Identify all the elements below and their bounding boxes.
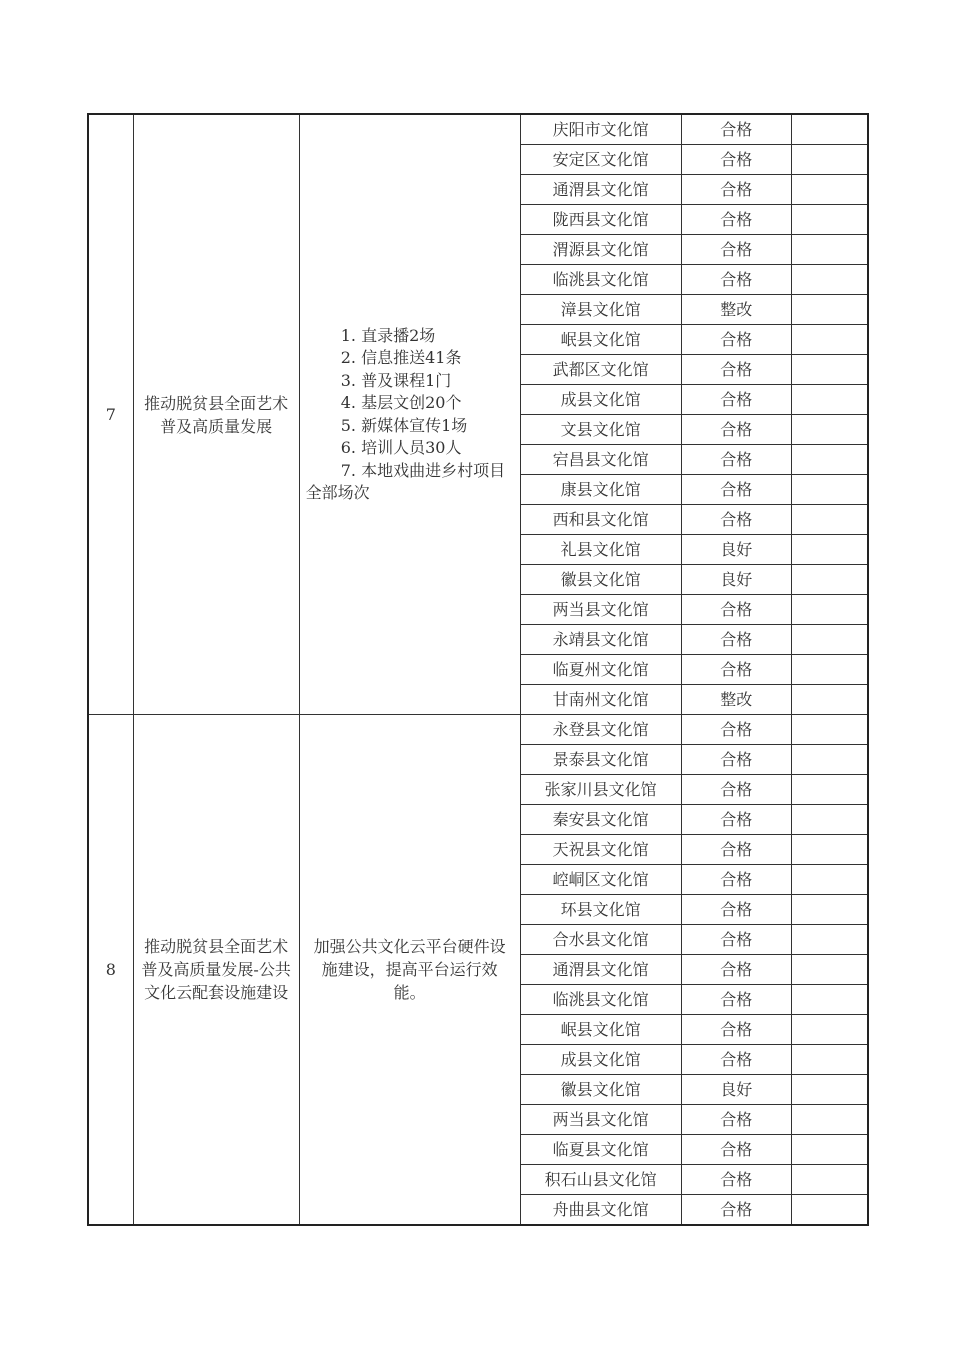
remarks-cell [792, 325, 868, 355]
remarks-cell [792, 685, 868, 715]
item-goal: 推动脱贫县全面艺术普及高质量发展 [133, 114, 299, 715]
unit-name: 临夏县文化馆 [520, 1135, 681, 1165]
remarks-cell [792, 114, 868, 145]
evaluation-result: 合格 [681, 595, 792, 625]
unit-name: 徽县文化馆 [520, 565, 681, 595]
remarks-cell [792, 1135, 868, 1165]
evaluation-table [87, 113, 869, 1226]
remarks-cell [792, 265, 868, 295]
unit-name: 舟曲县文化馆 [520, 1195, 681, 1226]
unit-name: 陇西县文化馆 [520, 205, 681, 235]
unit-name: 积石山县文化馆 [520, 1165, 681, 1195]
unit-name: 张家川县文化馆 [520, 775, 681, 805]
unit-name: 成县文化馆 [520, 1045, 681, 1075]
remarks-cell [792, 1195, 868, 1226]
task-line: 2. 信息推送41条 [340, 348, 462, 367]
item-task: 加强公共文化云平台硬件设施建设，提高平台运行效能。 [299, 715, 520, 1226]
remarks-cell [792, 235, 868, 265]
evaluation-result: 合格 [681, 175, 792, 205]
evaluation-result: 合格 [681, 385, 792, 415]
remarks-cell [792, 715, 868, 745]
evaluation-result: 合格 [681, 1105, 792, 1135]
remarks-cell [792, 895, 868, 925]
evaluation-result: 合格 [681, 805, 792, 835]
unit-name: 岷县文化馆 [520, 1015, 681, 1045]
task-line: 1. 直录播2场 [340, 325, 436, 345]
evaluation-result: 合格 [681, 835, 792, 865]
unit-name: 永登县文化馆 [520, 715, 681, 745]
remarks-cell [792, 445, 868, 475]
unit-name: 天祝县文化馆 [520, 835, 681, 865]
unit-name: 文县文化馆 [520, 415, 681, 445]
remarks-cell [792, 385, 868, 415]
unit-name: 武都区文化馆 [520, 355, 681, 385]
evaluation-result: 合格 [681, 1015, 792, 1045]
unit-name: 两当县文化馆 [520, 1105, 681, 1135]
evaluation-result: 合格 [681, 925, 792, 955]
unit-name: 成县文化馆 [520, 385, 681, 415]
unit-name: 临洮县文化馆 [520, 265, 681, 295]
remarks-cell [792, 775, 868, 805]
remarks-cell [792, 565, 868, 595]
evaluation-result: 整改 [681, 295, 792, 325]
evaluation-result: 良好 [681, 535, 792, 565]
unit-name: 渭源县文化馆 [520, 235, 681, 265]
task-line: 5. 新媒体宣传1场 [340, 415, 468, 435]
unit-name: 甘南州文化馆 [520, 685, 681, 715]
unit-name: 永靖县文化馆 [520, 625, 681, 655]
remarks-cell [792, 175, 868, 205]
evaluation-result: 合格 [681, 205, 792, 235]
unit-name: 西和县文化馆 [520, 505, 681, 535]
evaluation-result: 合格 [681, 235, 792, 265]
item-goal: 推动脱贫县全面艺术普及高质量发展-公共文化云配套设施建设 [133, 715, 299, 1226]
remarks-cell [792, 415, 868, 445]
evaluation-result: 合格 [681, 1165, 792, 1195]
remarks-cell [792, 835, 868, 865]
remarks-cell [792, 205, 868, 235]
evaluation-result: 合格 [681, 475, 792, 505]
evaluation-result: 合格 [681, 445, 792, 475]
unit-name: 庆阳市文化馆 [520, 114, 681, 145]
unit-name: 临洮县文化馆 [520, 985, 681, 1015]
evaluation-result: 合格 [681, 1045, 792, 1075]
evaluation-result: 合格 [681, 1195, 792, 1226]
remarks-cell [792, 535, 868, 565]
remarks-cell [792, 655, 868, 685]
unit-name: 通渭县文化馆 [520, 955, 681, 985]
evaluation-result: 合格 [681, 625, 792, 655]
task-line: 6. 培训人员30人 [340, 438, 462, 457]
item-number: 8 [88, 715, 133, 1226]
evaluation-result: 合格 [681, 325, 792, 355]
remarks-cell [792, 1015, 868, 1045]
evaluation-result: 良好 [681, 1075, 792, 1105]
remarks-cell [792, 355, 868, 385]
evaluation-result: 合格 [681, 655, 792, 685]
remarks-cell [792, 595, 868, 625]
remarks-cell [792, 145, 868, 175]
task-line: 4. 基层文创20个 [340, 393, 462, 412]
evaluation-result: 合格 [681, 114, 792, 145]
unit-name: 景泰县文化馆 [520, 745, 681, 775]
evaluation-result: 合格 [681, 1135, 792, 1165]
unit-name: 宕昌县文化馆 [520, 445, 681, 475]
remarks-cell [792, 625, 868, 655]
evaluation-result: 合格 [681, 355, 792, 385]
remarks-cell [792, 1165, 868, 1195]
remarks-cell [792, 745, 868, 775]
evaluation-result: 合格 [681, 775, 792, 805]
evaluation-result: 合格 [681, 505, 792, 535]
unit-name: 合水县文化馆 [520, 925, 681, 955]
unit-name: 通渭县文化馆 [520, 175, 681, 205]
remarks-cell [792, 1045, 868, 1075]
item-number: 7 [88, 114, 133, 715]
unit-name: 礼县文化馆 [520, 535, 681, 565]
evaluation-result: 合格 [681, 265, 792, 295]
remarks-cell [792, 1075, 868, 1105]
unit-name: 漳县文化馆 [520, 295, 681, 325]
evaluation-result: 合格 [681, 985, 792, 1015]
remarks-cell [792, 865, 868, 895]
remarks-cell [792, 985, 868, 1015]
remarks-cell [792, 955, 868, 985]
evaluation-result: 合格 [681, 145, 792, 175]
remarks-cell [792, 925, 868, 955]
remarks-cell [792, 505, 868, 535]
unit-name: 临夏州文化馆 [520, 655, 681, 685]
evaluation-result: 合格 [681, 955, 792, 985]
remarks-cell [792, 475, 868, 505]
table-row [88, 114, 868, 145]
remarks-cell [792, 295, 868, 325]
task-line: 3. 普及课程1门 [340, 370, 452, 390]
evaluation-result: 良好 [681, 565, 792, 595]
evaluation-result: 整改 [681, 685, 792, 715]
remarks-cell [792, 1105, 868, 1135]
evaluation-result: 合格 [681, 745, 792, 775]
evaluation-result: 合格 [681, 715, 792, 745]
unit-name: 两当县文化馆 [520, 595, 681, 625]
unit-name: 康县文化馆 [520, 475, 681, 505]
unit-name: 徽县文化馆 [520, 1075, 681, 1105]
table-row [88, 715, 868, 745]
remarks-cell [792, 805, 868, 835]
unit-name: 秦安县文化馆 [520, 805, 681, 835]
item-tasks [299, 114, 520, 715]
unit-name: 环县文化馆 [520, 895, 681, 925]
evaluation-result: 合格 [681, 895, 792, 925]
unit-name: 崆峒区文化馆 [520, 865, 681, 895]
task-line: 7. 本地戏曲进乡村项目全部场次 [305, 460, 506, 502]
unit-name: 岷县文化馆 [520, 325, 681, 355]
evaluation-result: 合格 [681, 865, 792, 895]
evaluation-result: 合格 [681, 415, 792, 445]
unit-name: 安定区文化馆 [520, 145, 681, 175]
